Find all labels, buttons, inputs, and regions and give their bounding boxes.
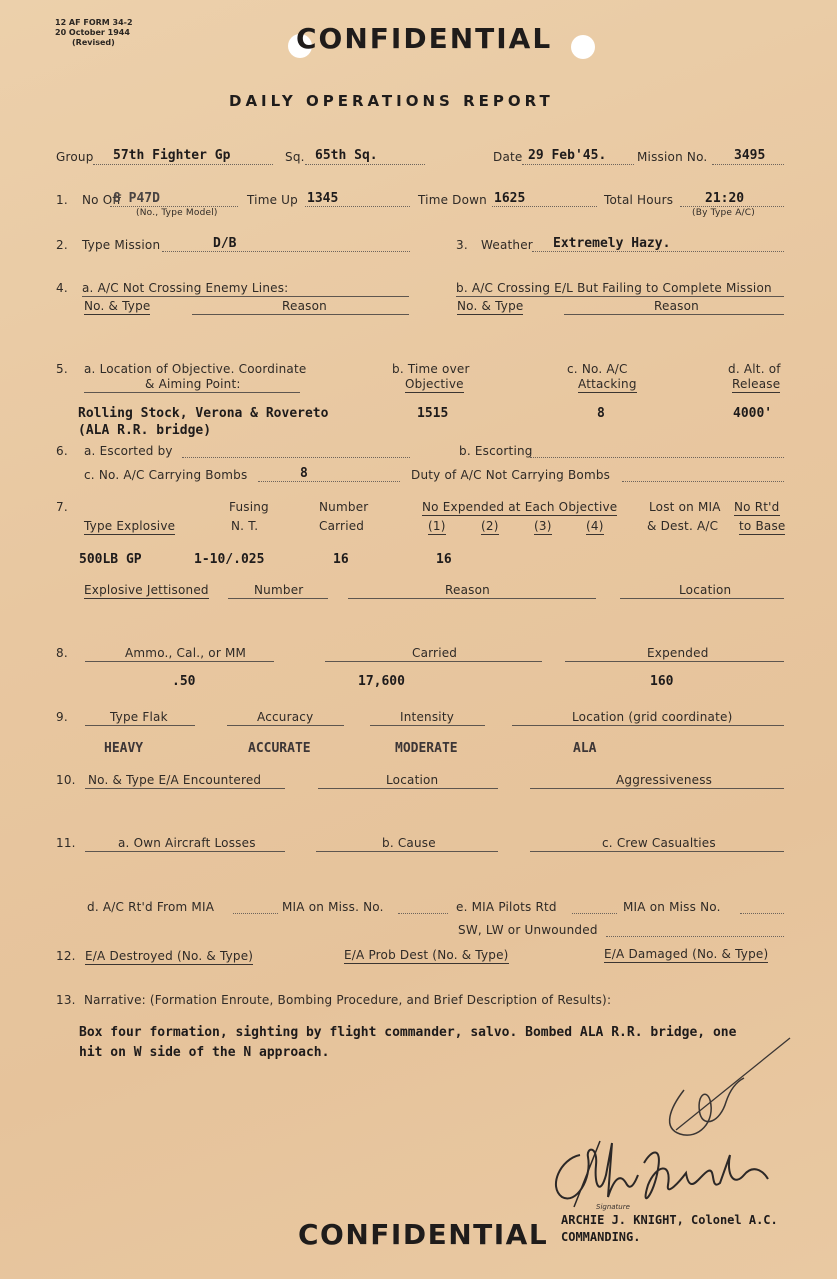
mia-on-miss-2-label: MIA on Miss No.: [623, 900, 721, 914]
ea-location-rule: [318, 788, 498, 789]
ammo-value: .50: [172, 674, 196, 689]
s4a-label: a. A/C Not Crossing Enemy Lines:: [82, 281, 289, 295]
s10-num: 10.: [56, 773, 76, 787]
s9-num: 9.: [56, 710, 68, 724]
s5b-label-2: Objective: [405, 377, 464, 391]
alt-release-value: 4000': [733, 406, 773, 421]
ea-damaged-label: E/A Damaged (No. & Type): [604, 947, 769, 961]
jettisoned-location-rule: [620, 598, 784, 599]
s5a-label-1: a. Location of Objective. Coordinate: [84, 362, 307, 376]
flak-location-value: ALA: [573, 741, 597, 756]
initials-mark: [640, 1030, 810, 1140]
form-date: 20 October 1944: [55, 28, 130, 37]
no-off-sub: (No., Type Model): [136, 208, 218, 218]
mia-pilots-rule: [572, 913, 617, 914]
ea-destroyed-label: E/A Destroyed (No. & Type): [85, 949, 254, 963]
signature-mark: [540, 1135, 800, 1215]
obj1-label: (1): [428, 519, 446, 533]
sq-value: 65th Sq.: [315, 148, 378, 163]
group-value: 57th Fighter Gp: [113, 148, 231, 163]
fusing-value: 1-10/.025: [194, 552, 265, 567]
crew-casualties-rule: [530, 851, 784, 852]
mission-rule: [712, 164, 784, 165]
expended-ammo-value: 160: [650, 674, 674, 689]
fusing-label-1: Fusing: [229, 500, 269, 514]
s13-num: 13.: [56, 993, 76, 1007]
jettisoned-number-rule: [228, 598, 328, 599]
lost-label-2: & Dest. A/C: [647, 519, 719, 533]
type-mission-rule: [162, 251, 410, 252]
ammo-rule: [85, 661, 274, 662]
s3-num: 3.: [456, 238, 468, 252]
rtd-from-mia-label: d. A/C Rt'd From MIA: [87, 900, 215, 914]
own-losses-rule: [85, 851, 285, 852]
s4a-rule: [82, 296, 409, 297]
s2-num: 2.: [56, 238, 68, 252]
mia-on-miss-label: MIA on Miss. No.: [282, 900, 384, 914]
accuracy-label: Accuracy: [257, 710, 314, 724]
flak-location-rule: [512, 725, 784, 726]
time-up-label: Time Up: [247, 193, 298, 207]
flak-location-label: Location (grid coordinate): [572, 710, 733, 724]
form-revised: (Revised): [72, 38, 115, 47]
time-down-rule: [492, 206, 597, 207]
ammo-label: Ammo., Cal., or MM: [125, 646, 247, 660]
s5a-rule: [84, 392, 300, 393]
flak-label: Type Flak: [110, 710, 168, 724]
weather-rule: [532, 251, 784, 252]
total-hours-value: 21:20: [705, 191, 745, 206]
carrying-bombs-label: c. No. A/C Carrying Bombs: [84, 468, 248, 482]
expended-label: No Expended at Each Objective: [422, 500, 618, 514]
total-hours-label: Total Hours: [604, 193, 674, 207]
obj1-value: 16: [436, 552, 452, 567]
s5b-label-1: b. Time over: [392, 362, 470, 376]
obj3-label: (3): [534, 519, 552, 533]
aggressiveness-rule: [530, 788, 784, 789]
s4b-rule: [456, 296, 784, 297]
intensity-label: Intensity: [400, 710, 455, 724]
s12-num: 12.: [56, 949, 76, 963]
group-rule: [93, 164, 273, 165]
time-down-label: Time Down: [418, 193, 487, 207]
carrying-bombs-rule: [258, 481, 400, 482]
total-hours-sub: (By Type A/C): [692, 208, 755, 218]
s4a-reason: Reason: [282, 299, 327, 313]
rtd-from-mia-rule: [233, 913, 278, 914]
objective-line-2: (ALA R.R. bridge): [78, 423, 212, 438]
wounded-rule: [606, 936, 784, 937]
s4b-reason-rule: [564, 314, 784, 315]
nortd-label-2: to Base: [739, 519, 786, 533]
sq-label: Sq.: [285, 150, 305, 164]
weather-label: Weather: [481, 238, 533, 252]
flak-value: HEAVY: [104, 741, 144, 756]
escorting-rule: [530, 457, 784, 458]
number-label-1: Number: [319, 500, 369, 514]
lost-label-1: Lost on MIA: [649, 500, 721, 514]
classification-top: CONFIDENTIAL: [296, 22, 553, 55]
form-id: [55, 18, 133, 48]
carried-rule: [325, 661, 542, 662]
s5d-label-2: Release: [732, 377, 781, 391]
carried-value: 17,600: [358, 674, 405, 689]
narrative-line-1: Box four formation, sighting by flight commander, salvo. Bombed ALA R.R. bridge, one: [79, 1025, 737, 1040]
carrying-bombs-value: 8: [300, 466, 308, 481]
time-up-value: 1345: [307, 191, 339, 206]
no-off-value: 8 P47D: [113, 191, 160, 206]
cause-label: b. Cause: [382, 836, 436, 850]
cause-rule: [316, 851, 498, 852]
accuracy-rule: [227, 725, 344, 726]
nortd-label-1: No Rt'd: [734, 500, 780, 514]
s4a-no-type: No. & Type: [84, 299, 151, 313]
mission-label: Mission No.: [637, 150, 708, 164]
ea-encountered-rule: [85, 788, 285, 789]
duty-rule: [622, 481, 784, 482]
date-label: Date: [493, 150, 523, 164]
s5-num: 5.: [56, 362, 68, 376]
number-label-2: Carried: [319, 519, 365, 533]
signer-title: COMMANDING.: [561, 1230, 641, 1244]
mia-pilots-label: e. MIA Pilots Rtd: [456, 900, 557, 914]
obj2-label: (2): [481, 519, 499, 533]
s11-num: 11.: [56, 836, 76, 850]
ea-encountered-label: No. & Type E/A Encountered: [88, 773, 262, 787]
signature-label: Signature: [596, 1203, 630, 1211]
own-losses-label: a. Own Aircraft Losses: [118, 836, 256, 850]
sq-rule: [305, 164, 425, 165]
weather-value: Extremely Hazy.: [553, 236, 671, 251]
jettisoned-reason-rule: [348, 598, 596, 599]
jettisoned-reason-label: Reason: [445, 583, 490, 597]
classification-bottom: CONFIDENTIAL: [298, 1218, 549, 1251]
fusing-label-2: N. T.: [231, 519, 259, 533]
escorted-by-label: a. Escorted by: [84, 444, 173, 458]
date-rule: [522, 164, 634, 165]
s4a-reason-rule: [192, 314, 409, 315]
jettisoned-number-label: Number: [254, 583, 304, 597]
flak-rule: [85, 725, 195, 726]
s4b-no-type: No. & Type: [457, 299, 524, 313]
s4-num: 4.: [56, 281, 68, 295]
jettisoned-location-label: Location: [679, 583, 732, 597]
s7-num: 7.: [56, 500, 68, 514]
mia-on-miss-2-rule: [740, 913, 784, 914]
group-label: Group: [56, 150, 94, 164]
narrative-line-2: hit on W side of the N approach.: [79, 1045, 330, 1060]
objective-line-1: Rolling Stock, Verona & Rovereto: [78, 406, 329, 421]
total-hours-rule: [680, 206, 784, 207]
s5c-label-1: c. No. A/C: [567, 362, 628, 376]
jettisoned-label: Explosive Jettisoned: [84, 583, 209, 597]
type-explosive-value: 500LB GP: [79, 552, 142, 567]
crew-casualties-label: c. Crew Casualties: [602, 836, 716, 850]
expended-ammo-label: Expended: [647, 646, 709, 660]
obj4-label: (4): [586, 519, 604, 533]
s4b-reason: Reason: [654, 299, 699, 313]
s6-num: 6.: [56, 444, 68, 458]
s4b-label: b. A/C Crossing E/L But Failing to Complete Mission: [456, 281, 772, 295]
s5d-label-1: d. Alt. of: [728, 362, 781, 376]
time-over-value: 1515: [417, 406, 449, 421]
s5a-label-2: & Aiming Point:: [145, 377, 241, 391]
punch-hole-right: [571, 35, 595, 59]
s1-num: 1.: [56, 193, 68, 207]
ea-location-label: Location: [386, 773, 439, 787]
s8-num: 8.: [56, 646, 68, 660]
mia-on-miss-rule: [398, 913, 448, 914]
duty-label: Duty of A/C Not Carrying Bombs: [411, 468, 611, 482]
expended-ammo-rule: [565, 661, 784, 662]
intensity-value: MODERATE: [395, 741, 458, 756]
narrative-label: Narrative: (Formation Enroute, Bombing Procedure, and Brief Description of Results):: [84, 993, 612, 1007]
escorting-label: b. Escorting: [459, 444, 533, 458]
signer-name: ARCHIE J. KNIGHT, Colonel A.C.: [561, 1213, 778, 1227]
type-explosive-label: Type Explosive: [84, 519, 176, 533]
wounded-label: SW, LW or Unwounded: [458, 923, 598, 937]
carried-label: Carried: [412, 646, 458, 660]
time-up-rule: [305, 206, 410, 207]
number-carried-value: 16: [333, 552, 349, 567]
no-off-label: No Off: [82, 193, 122, 207]
s5c-label-2: Attacking: [578, 377, 637, 391]
intensity-rule: [370, 725, 485, 726]
escorted-by-rule: [182, 457, 410, 458]
aggressiveness-label: Aggressiveness: [616, 773, 713, 787]
date-value: 29 Feb'45.: [528, 148, 607, 163]
accuracy-value: ACCURATE: [248, 741, 311, 756]
attacking-value: 8: [597, 406, 605, 421]
no-off-rule: [110, 206, 238, 207]
page-title: DAILY OPERATIONS REPORT: [229, 92, 554, 110]
ea-prob-label: E/A Prob Dest (No. & Type): [344, 948, 509, 962]
time-down-value: 1625: [494, 191, 526, 206]
form-number: 12 AF FORM 34-2: [55, 18, 133, 27]
type-mission-label: Type Mission: [82, 238, 161, 252]
type-mission-value: D/B: [213, 236, 237, 251]
mission-value: 3495: [734, 148, 766, 163]
